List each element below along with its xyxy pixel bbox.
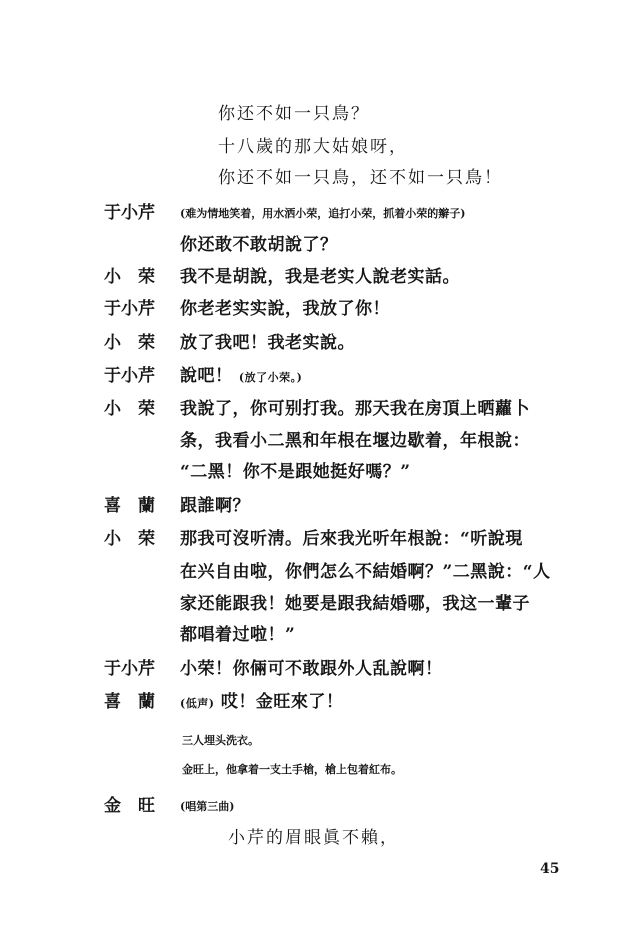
speech-line: 你老老实实說，我放了你！ <box>180 299 390 319</box>
speaker-name: 于小芹 <box>104 366 155 386</box>
verse-line: 你还不如一只鳥，还不如一只鳥！ <box>218 168 503 188</box>
speech-line: 我說了，你可别打我。那天我在房頂上晒蘿卜 <box>180 399 530 419</box>
speech-line <box>180 368 302 385</box>
speech-line: 跟誰啊？ <box>180 496 250 516</box>
speech-line: 放了我吧！我老实說。 <box>180 333 355 353</box>
stage-direction: 三人埋头洗衣。 <box>182 734 259 747</box>
stage-direction: 金旺上，他拿着一支土手槍，槍上包着紅布。 <box>182 763 402 776</box>
speech-line: 都唱着过啦！” <box>180 625 296 645</box>
speaker-name: 小 荣 <box>104 529 155 549</box>
speech-line: 那我可沒听淸。后來我光听年根說：“听說現 <box>180 529 523 549</box>
speaker-name: 小 荣 <box>104 267 155 287</box>
speech-line: 我不是胡說，我是老实人說老实話。 <box>180 267 460 287</box>
speaker-name: 于小芹 <box>104 203 155 223</box>
speech-line: 在兴自由啦，你們怎么不結婚啊？”二黑說：“人 <box>180 562 551 582</box>
verse-line: 你还不如一只鳥？ <box>218 104 370 124</box>
stage-direction: (唱第三曲) <box>180 800 235 813</box>
stage-note: (放了小荣。) <box>238 371 303 384</box>
speech-text: 說吧！ <box>180 366 233 386</box>
speaker-name: 于小芹 <box>104 659 155 679</box>
speech-line: “二黑！你不是跟她挺好嗎？” <box>180 462 411 482</box>
speaker-name: 于小芹 <box>104 299 155 319</box>
speaker-name: 喜 蘭 <box>104 496 155 516</box>
speech-line: 条，我看小二黑和年根在堰边歇着，年根說： <box>180 431 530 451</box>
speech-line: 小荣！你倆可不敢跟外人乱說啊！ <box>180 659 443 679</box>
speech-line: 你还敢不敢胡說了？ <box>180 235 338 255</box>
speech-line: 家还能跟我！她要是跟我結婚哪，我这一輩子 <box>180 594 530 614</box>
speech-line <box>180 694 343 711</box>
stage-note: (低声) <box>180 697 215 710</box>
page-number: 45 <box>540 861 560 877</box>
speaker-name: 小 荣 <box>104 333 155 353</box>
speech-text: 哎！金旺來了！ <box>220 692 344 712</box>
speaker-name: 金 旺 <box>104 796 155 816</box>
verse-line: 十八歲的那大姑娘呀， <box>218 137 408 157</box>
speaker-name: 小 荣 <box>104 399 155 419</box>
stage-direction: (难为情地笑着，用水洒小荣，追打小荣，抓着小荣的辮子) <box>180 207 466 220</box>
speaker-name: 喜 蘭 <box>104 692 155 712</box>
verse-line: 小芹的眉眼眞不賴， <box>228 828 399 848</box>
